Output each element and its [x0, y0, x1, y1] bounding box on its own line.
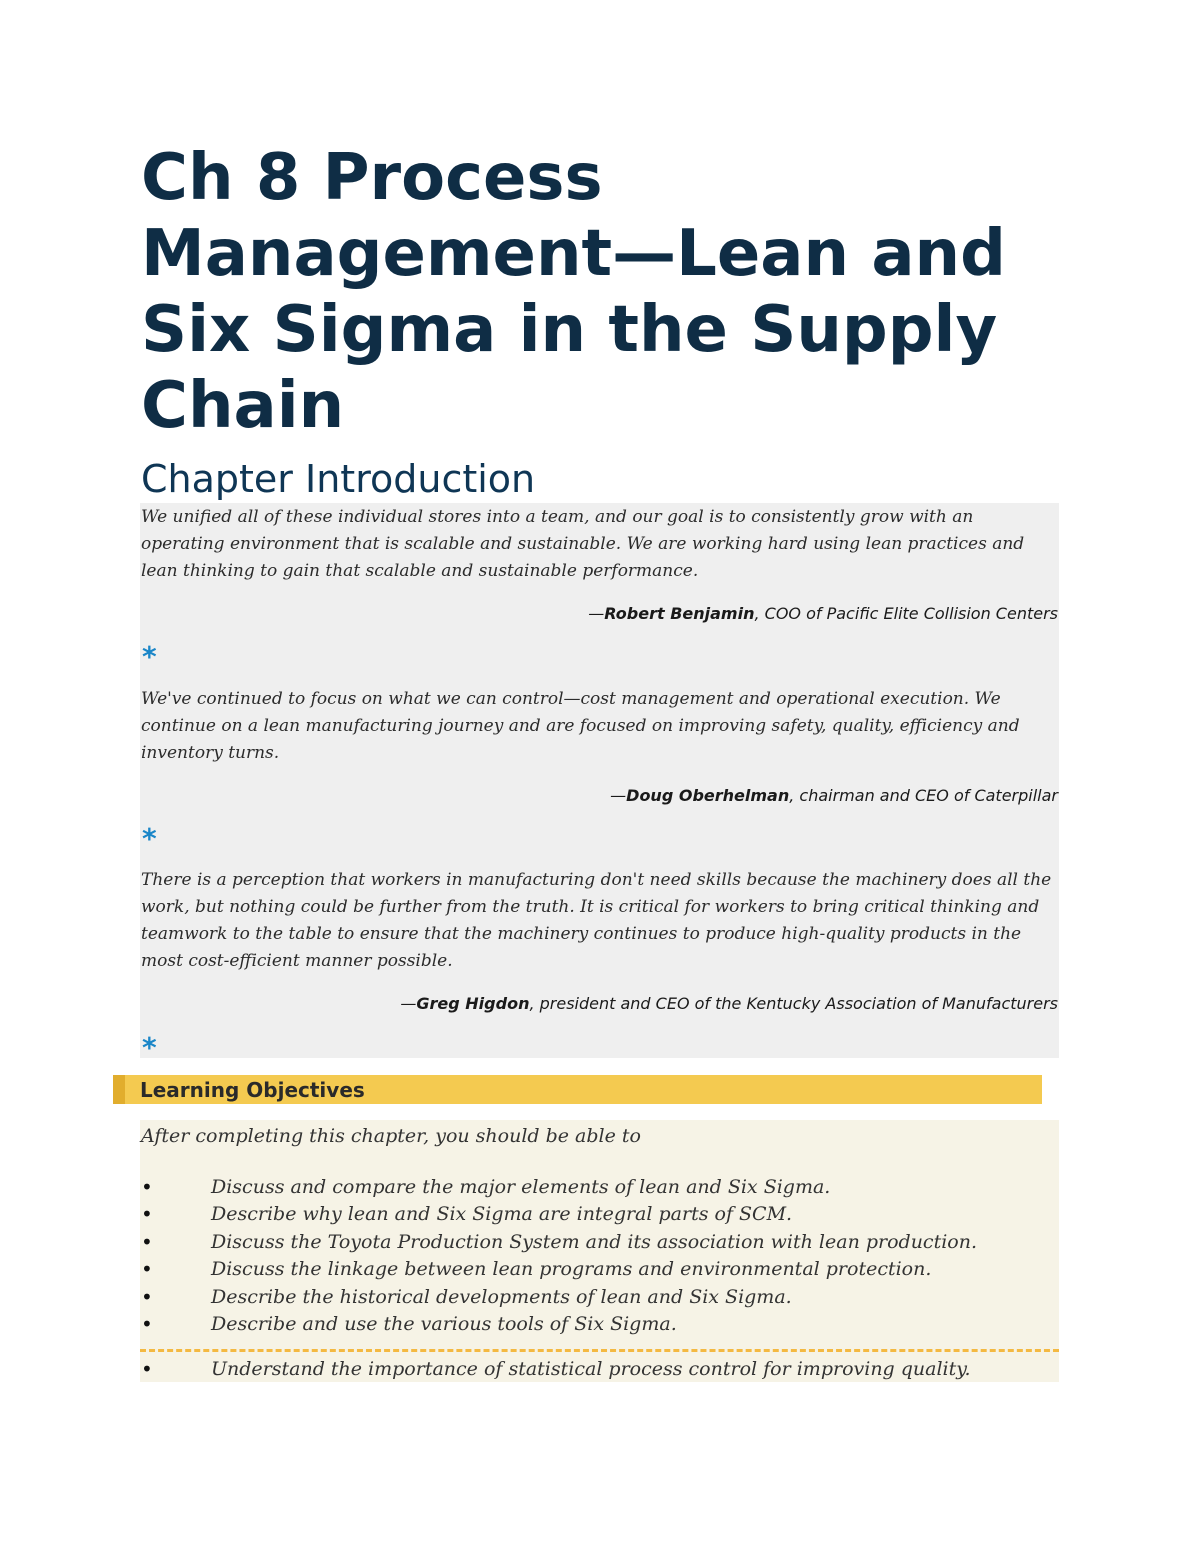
- objective-text: Describe why lean and Six Sigma are integral parts of SCM.: [211, 1203, 793, 1225]
- attribution-name: Greg Higdon: [416, 994, 530, 1013]
- attribution-name: Doug Oberhelman: [626, 786, 790, 805]
- bullet: •: [141, 1175, 153, 1199]
- attribution-role: , chairman and CEO of Caterpillar: [789, 786, 1058, 805]
- bullet: •: [141, 1357, 153, 1381]
- bullet: •: [141, 1285, 153, 1309]
- bar-accent-edge: [113, 1075, 125, 1104]
- objectives-intro: After completing this chapter, you should be able to: [141, 1125, 641, 1147]
- objective-text: Understand the importance of statistical process control for improving quality.: [211, 1358, 971, 1380]
- objective-item-6: [141, 1311, 1057, 1338]
- section-heading: Chapter Introduction: [141, 457, 536, 501]
- dashed-divider: [140, 1349, 1059, 1352]
- attribution-name: Robert Benjamin: [604, 604, 755, 623]
- objective-text: Describe the historical developments of lean and Six Sigma.: [211, 1286, 792, 1308]
- bullet: •: [141, 1202, 153, 1226]
- bullet: •: [141, 1312, 153, 1336]
- star-separator-1: *: [142, 640, 157, 673]
- quote-attribution-3: [158, 994, 1058, 1014]
- objective-text: Describe and use the various tools of Six Sigma.: [211, 1313, 677, 1335]
- quote-attribution-1: [158, 604, 1058, 624]
- quote-text-3: There is a perception that workers in manufacturing don't need skills because the machinery does all the work, but nothing could be further from the truth. It is critical for workers to bring critical thinking and teamwork to the table to ensure that the machinery continues to produce high-quality products in the most cost-efficient manner possible.: [141, 870, 1052, 971]
- attribution-dash: —: [400, 994, 417, 1013]
- objective-item-7: [141, 1356, 1057, 1383]
- attribution-dash: —: [588, 604, 605, 623]
- bullet: •: [141, 1257, 153, 1281]
- star-separator-2: *: [142, 822, 157, 855]
- quote-attribution-2: [158, 786, 1058, 806]
- objective-item-4: [141, 1256, 1057, 1283]
- attribution-dash: —: [610, 786, 627, 805]
- learning-objectives-heading: Learning Objectives: [140, 1078, 365, 1102]
- objective-item-5: [141, 1284, 1057, 1311]
- objective-text: Discuss the Toyota Production System and its association with lean production.: [211, 1231, 977, 1253]
- attribution-role: , president and CEO of the Kentucky Association of Manufacturers: [529, 994, 1058, 1013]
- quote-text-1: We unified all of these individual stores into a team, and our goal is to consistently grow with an operating environment that is scalable and sustainable. We are working hard using lean practices and lean thinking to gain that scalable and sustainable performance.: [141, 507, 1025, 581]
- bullet: •: [141, 1230, 153, 1254]
- objective-item-3: [141, 1229, 1057, 1256]
- objective-text: Discuss the linkage between lean programs and environmental protection.: [211, 1258, 932, 1280]
- attribution-role: , COO of Pacific Elite Collision Centers: [754, 604, 1058, 623]
- objective-item-1: [141, 1174, 1057, 1201]
- chapter-title: Ch 8 Process Management—Lean and Six Sigma in the Supply Chain: [141, 141, 1006, 443]
- objective-text: Discuss and compare the major elements of lean and Six Sigma.: [211, 1176, 831, 1198]
- objective-item-2: [141, 1201, 1057, 1228]
- quote-text-2: We've continued to focus on what we can control—cost management and operational execution. We continue on a lean manufacturing journey and are focused on improving safety, quality, efficiency and inventory turns.: [141, 689, 1020, 763]
- star-separator-3: *: [142, 1031, 157, 1064]
